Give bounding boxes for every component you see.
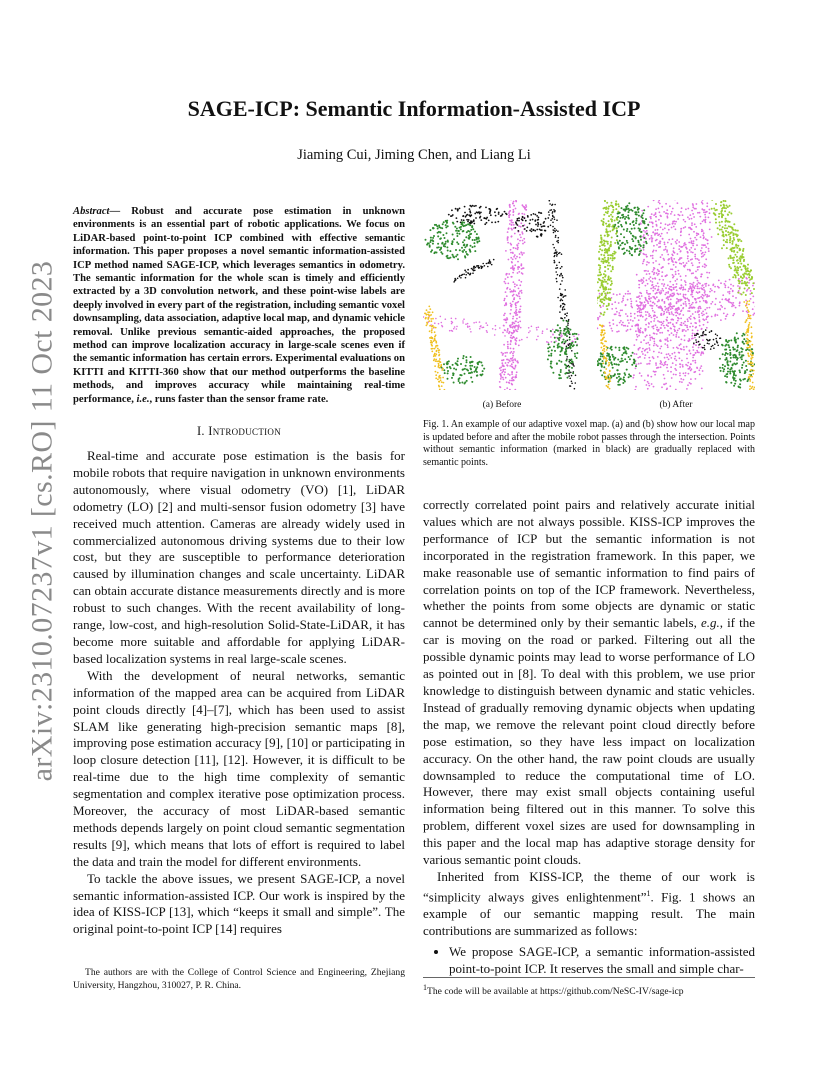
code-footnote: $^1$The code will be available at https://github.com/NeSC-IV/sage-icp <box>423 977 755 998</box>
subcaption-after: (b) After <box>659 400 693 410</box>
left-column <box>73 205 405 938</box>
intro-paragraph-3: To tackle the above issues, we present SAGE-ICP, a novel semantic information-assisted ICP. Our work is inspired by the idea of KISS-ICP [13], which “keeps it small and simple”. The original point-to-point ICP [14] requires <box>73 870 405 937</box>
right-paragraph-2: Inherited from KISS-ICP, the theme of our work is “simplicity always gives enlightenment”$^1$. Fig. 1 shows an example of our semantic mapping result. The main contributions are summarized as follows: <box>423 868 756 938</box>
abstract-label: Abstract <box>73 206 110 217</box>
figure-1-caption: Fig. 1. An example of our adaptive voxel map. (a) and (b) show how our local map is updated before and after the mobile robot passes through the intersection. Points without semantic information (marked in black) are gradually replaced with semantic points. <box>423 419 755 468</box>
abstract-text: Robust and accurate pose estimation in unknown environments is an essential part of robotic applications. We focus on LiDAR-based point-to-point ICP combined with effective semantic information. This paper proposes a novel semantic information-assisted ICP method named SAGE-ICP, which leverages semantics in odometry. The semantic information for the whole scan is timely and efficiently extracted by a 3D convolution network, and these point-wise labels are deeply involved in every part of the registration, including semantic voxel downsampling, data association, adaptive local map, and dynamic vehicle removal. Unlike previous semantic-aided approaches, the proposed method can improve localization accuracy in large-scale scenes even if the semantic information has certain errors. Experimental evaluations on KITTI and KITTI-360 show that our method outperforms the baseline methods, and improves accuracy while maintaining real-time performance, <box>73 206 405 405</box>
affiliation-footnote: The authors are with the College of Control Science and Engineering, Zhejiang University, Hangzhou, 310027, P. R. China. <box>73 967 405 991</box>
figure-1b-voxel-map-after <box>597 200 755 390</box>
intro-paragraph-1: Real-time and accurate pose estimation is the basis for mobile robots that require navigation in unknown environments autonomously, where visual odometry (VO) [1], LiDAR odometry (LO) [2] and multi-sensor fusion odometry [3] have received much attention. Cameras are already widely used in commercialized autonomous driving systems due to their low cost, but they are susceptible to performance deterioration caused by illumination changes and scale uncertainty. LiDAR can obtain accurate distance measurements directly and is more robust to such changes. With the recent availability of long-range, low-cost, and high-resolution Solid-State-LiDAR, it has become more suitable and affordable for applying LiDAR-based localization systems in real large-scale scenes. <box>73 448 405 666</box>
right-column-text <box>423 497 755 978</box>
section-heading-introduction: I. Introduction <box>196 424 282 439</box>
abstract: Abstract— Robust and accurate pose estimation in unknown environments is an essential part of robotic applications. We focus on LiDAR-based point-to-point ICP combined with effective semantic information. This paper proposes a novel semantic information-assisted ICP method named SAGE-ICP, which leverages semantics in odometry. The semantic information for the whole scan is timely and efficiently extracted by a 3D convolution network, and these point-wise labels are deeply involved in every part of the registration, including semantic voxel downsampling, data association, adaptive local map, and dynamic vehicle removal. Unlike previous semantic-aided approaches, the proposed method can improve localization accuracy in large-scale scenes even if the semantic information has certain errors. Experimental evaluations on KITTI and KITTI-360 show that our method outperforms the baseline methods, and improves accuracy while maintaining real-time performance, i.e., runs faster than the sensor frame rate. <box>73 206 405 405</box>
subcaption-before: (a) Before <box>482 400 522 410</box>
intro-paragraph-2: With the development of neural networks, semantic information of the mapped area can be acquired from LiDAR point clouds directly [4]–[7], which has been used to assist SLAM like generating high-precision semantic maps [8], improving pose estimation accuracy [9], [10] or participating in loop closure detection [11], [12]. However, it is difficult to be real-time due to the high time complexity of semantic segmentation and complex iterative pose optimization process. Moreover, the accuracy of most LiDAR-based semantic methods depends largely on point cloud semantic segmentation results [9], which means that lots of effort is required to label the data and train the model for different environments. <box>73 667 405 869</box>
paper-authors: Jiaming Cui, Jiming Chen, and Liang Li <box>297 147 531 163</box>
arxiv-stamp: arXiv:2310.07237v1 [cs.RO] 11 Oct 2023 <box>25 260 59 782</box>
contributions-list <box>423 944 755 978</box>
figure-1a-voxel-map-before <box>423 200 581 390</box>
right-paragraph-1: correctly correlated point pairs and relatively accurate initial values which are not always possible. KISS-ICP improves the performance of ICP but the semantic information is not incorporated in the registration framework. In this paper, we make reasonable use of semantic information to find pairs of correlation points on top of the ICP framework. Nevertheless, whether the points from some objects are dynamic or static cannot be determined only by their semantic labels, e.g., if the car is moving on the road or parked. Filtering out all the possible dynamic points may lead to worse performance of LO as pointed out in [8]. To deal with this problem, we use prior knowledge to distinguish between dynamic and static vehicles. Instead of gradually removing dynamic objects when updating the map, we remove the relevant point cloud directly before pose estimation, so they have less impact on localization accuracy. On the other hand, the raw point clouds are usually downsampled to reduce the computational time of LO. However, there may exist small objects containing useful information being filtered out in this manner. To solve this problem, different voxel sizes are used for downsampling in this paper and the local map has adaptive storage density for various semantic point clouds. <box>423 497 755 868</box>
paper-title: SAGE-ICP: Semantic Information-Assisted ICP <box>187 96 641 121</box>
contribution-item: • We propose SAGE-ICP, a semantic information-assisted point-to-point ICP. It reserves the small and simple char- <box>449 944 755 978</box>
figure-1 <box>423 200 755 469</box>
